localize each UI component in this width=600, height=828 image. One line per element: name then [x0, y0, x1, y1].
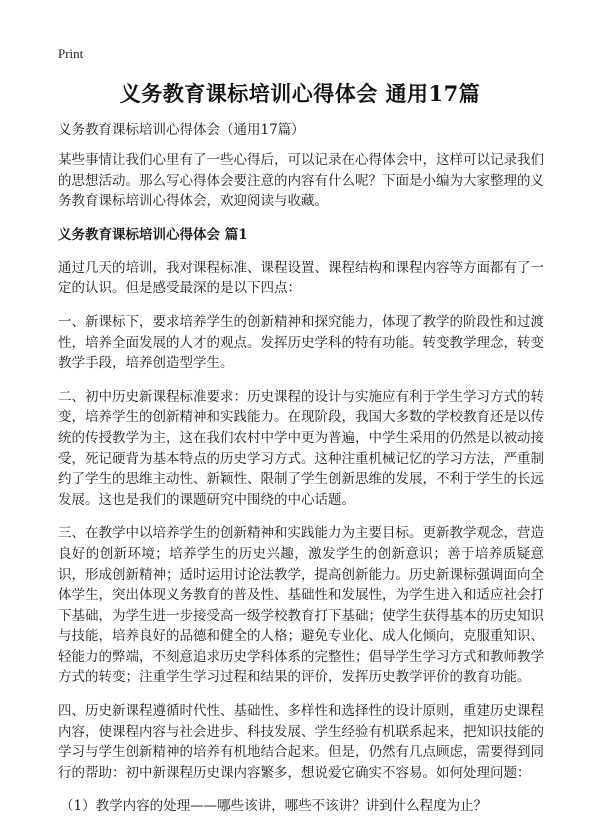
body-paragraph: 通过几天的培训，我对课程标准、课程设置、课程结构和课程内容等方面都有了一定的认识。但是感受最深的是以下四点： [58, 259, 544, 297]
document-subtitle: 义务教育课标培训心得体会（通用17篇） [58, 122, 305, 138]
intro-paragraph: 某些事情让我们心里有了一些心得后，可以记录在心得体会中，这样可以记录我们的思想活动。那么写心得体会要注意的内容有什么呢？下面是小编为大家整理的义务教育课标培训心得体会，欢迎阅读与收藏。 [58, 152, 544, 210]
document-title: 义务教育课标培训心得体会 通用17篇 [119, 81, 481, 106]
sub-item: （1）教学内容的处理——哪些该讲，哪些不该讲？讲到什么程度为止？ [60, 798, 488, 815]
body-paragraph: 二、初中历史新课程标准要求：历史课程的设计与实施应有利于学生学习方式的转变，培养学生的创新精神和实践能力。在现阶段，我国大多数的学校教育还是以传统的传授教学为主，这在我们农村中学中更为普遍，中学生采用的仍然是以被动接受，死记硬背为基本特点的历史学习方式。这种注重机械记忆的学习方法，严重制约了学生的思维主动性、新颖性、限制了学生创新思维的发展，不利于学生的长远发展。这也是我们的课题研究中围绕的中心话题。 [58, 388, 544, 508]
document-body [58, 120, 544, 816]
body-paragraph: 四、历史新课程遵循时代性、基础性、多样性和选择性的设计原则，重建历史课程内容，使课程内容与社会进步、科技发展、学生经验有机联系起来，把知识技能的学习与学生创新精神的培养有机地结合起来。但是，仍然有几点顾虑，需要得到同行的帮助：初中新课程历史课内容繁多，想说爱它确实不容易。如何处理问题： [58, 703, 544, 781]
section-heading: 义务教育课标培训心得体会 篇1 [58, 226, 248, 243]
print-link[interactable]: Print [58, 46, 84, 61]
body-paragraph: 一、新课标下，要求培养学生的创新精神和探究能力，体现了教学的阶段性和过渡性，培养全面发展的人才的观点。发挥历史学科的特有功能。转变教学理念，转变教学手段，培养创造型学生。 [58, 313, 544, 372]
body-paragraph: 三、在教学中以培养学生的创新精神和实践能力为主要目标。更新教学观念，营造良好的创新环境；培养学生的历史兴趣，激发学生的创新意识；善于培养质疑意识，形成创新精神；适时运用讨论法教学，提高创新能力。历史新课标强调面向全体学生，突出体现义务教育的普及性、基础性和发展性，为学生进入和适应社会打下基础，为学生进一步接受高一级学校教育打下基础；使学生获得基本的历史知识与技能，培养良好的品德和健全的人格；避免专业化、成人化倾向，克服重知识、轻能力的弊端，不刻意追求历史学科体系的完整性；倡导学生学习方式和教师教学方式的转变；注重学生学习过程和结果的评价，发挥历史教学评价的教育功能。 [58, 525, 544, 686]
